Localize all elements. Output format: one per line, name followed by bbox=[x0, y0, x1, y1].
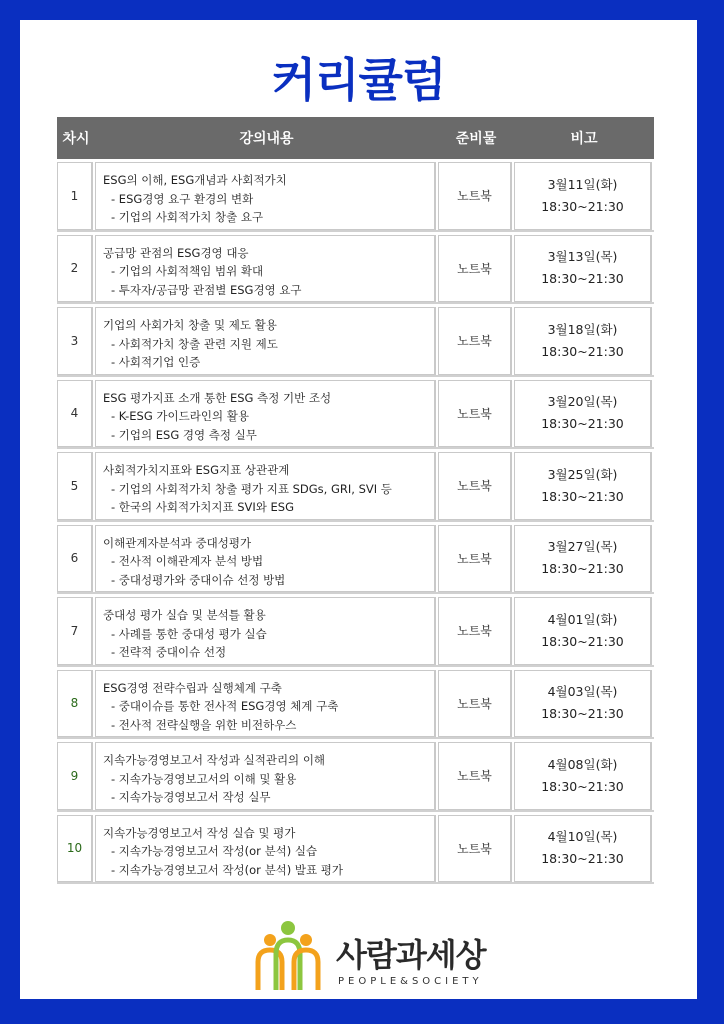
schedule-note bbox=[514, 380, 652, 448]
schedule-date: 3월25일(화) bbox=[547, 466, 618, 482]
lecture-subtopic: - 투자자/공급망 관점별 ESG경영 요구 bbox=[111, 282, 302, 297]
schedule-note bbox=[514, 670, 652, 738]
table-row bbox=[57, 304, 654, 377]
people-logo-icon bbox=[248, 918, 336, 998]
lecture-subtopic: - 한국의 사회적가치지표 SVI와 ESG bbox=[111, 500, 295, 514]
prep-item: 노트북 bbox=[438, 235, 512, 303]
schedule-note bbox=[514, 307, 652, 375]
schedule-note bbox=[514, 742, 652, 810]
schedule-note bbox=[514, 452, 652, 520]
schedule-date: 4월03일(목) bbox=[547, 684, 618, 700]
lecture-subtopic: - 기업의 사회적가치 창출 요구 bbox=[111, 210, 264, 224]
schedule-time: 18:30~21:30 bbox=[541, 778, 624, 794]
table-body bbox=[57, 159, 654, 884]
page-title: 커리큘럼 bbox=[271, 53, 446, 107]
lecture-content bbox=[95, 525, 436, 593]
curriculum-table bbox=[57, 117, 654, 884]
lecture-subtopic: - 사회적기업 인증 bbox=[111, 355, 201, 369]
schedule-note bbox=[514, 597, 652, 665]
lecture-main-topic: 공급망 관점의 ESG경영 대응 bbox=[103, 245, 249, 260]
lecture-content bbox=[95, 162, 436, 230]
table-row bbox=[57, 522, 654, 595]
lecture-content bbox=[95, 380, 436, 448]
table-row bbox=[57, 159, 654, 232]
lecture-content bbox=[95, 815, 436, 883]
prep-item: 노트북 bbox=[438, 162, 512, 230]
lecture-content bbox=[95, 235, 436, 303]
lecture-subtopic: - 지속가능경영보고서 작성 실무 bbox=[111, 790, 271, 804]
lecture-main-topic: ESG의 이해, ESG개념과 사회적가치 bbox=[103, 173, 287, 187]
lecture-subtopic: - 기업의 사회적책임 범위 확대 bbox=[111, 264, 264, 278]
table-row bbox=[57, 667, 654, 740]
schedule-time: 18:30~21:30 bbox=[541, 851, 624, 867]
session-number: 2 bbox=[57, 235, 93, 303]
session-number: 9 bbox=[57, 742, 93, 810]
schedule-date: 4월10일(목) bbox=[547, 829, 618, 845]
prep-item: 노트북 bbox=[438, 670, 512, 738]
prep-item: 노트북 bbox=[438, 307, 512, 375]
logo-subtitle: PEOPLE&SOCIETY bbox=[338, 976, 483, 987]
lecture-subtopic: - 중대성평가와 중대이슈 선정 방법 bbox=[111, 572, 286, 587]
lecture-subtopic: - 전사적 이해관계자 분석 방법 bbox=[111, 554, 264, 568]
lecture-content bbox=[95, 670, 436, 738]
schedule-time: 18:30~21:30 bbox=[541, 198, 624, 214]
table-row bbox=[57, 232, 654, 305]
prep-item: 노트북 bbox=[438, 815, 512, 883]
schedule-time: 18:30~21:30 bbox=[541, 416, 624, 432]
lecture-main-topic: 이해관계자분석과 중대성평가 bbox=[103, 535, 252, 550]
header-note: 비고 bbox=[570, 131, 598, 147]
lecture-content bbox=[95, 307, 436, 375]
schedule-note bbox=[514, 235, 652, 303]
schedule-date: 3월27일(목) bbox=[547, 539, 618, 555]
schedule-note bbox=[514, 525, 652, 593]
prep-item: 노트북 bbox=[438, 742, 512, 810]
lecture-content bbox=[95, 597, 436, 665]
session-number: 1 bbox=[57, 162, 93, 230]
schedule-date: 3월13일(목) bbox=[547, 249, 618, 265]
lecture-subtopic: - 사례를 통한 중대성 평가 실습 bbox=[111, 626, 267, 641]
lecture-main-topic: ESG경영 전략수립과 실행체계 구축 bbox=[103, 680, 282, 695]
schedule-date: 3월20일(목) bbox=[547, 394, 618, 410]
lecture-content bbox=[95, 452, 436, 520]
table-row bbox=[57, 377, 654, 450]
session-number: 6 bbox=[57, 525, 93, 593]
lecture-subtopic: - 지속가능경영보고서의 이해 및 활용 bbox=[111, 771, 297, 786]
schedule-note bbox=[514, 815, 652, 883]
schedule-time: 18:30~21:30 bbox=[541, 633, 624, 649]
table-row bbox=[57, 594, 654, 667]
schedule-date: 4월01일(화) bbox=[547, 611, 618, 627]
schedule-date: 4월08일(화) bbox=[547, 756, 618, 772]
lecture-subtopic: - ESG경영 요구 환경의 변화 bbox=[111, 191, 254, 206]
session-number: 4 bbox=[57, 380, 93, 448]
schedule-time: 18:30~21:30 bbox=[541, 488, 624, 504]
session-number: 5 bbox=[57, 452, 93, 520]
table-row bbox=[57, 449, 654, 522]
header-session: 차시 bbox=[62, 131, 90, 147]
lecture-main-topic: 지속가능경영보고서 작성 실습 및 평가 bbox=[103, 825, 296, 840]
lecture-main-topic: 기업의 사회가치 창출 및 제도 활용 bbox=[103, 318, 277, 332]
lecture-subtopic: - 기업의 사회적가치 창출 평가 지표 SDGs, GRI, SVI 등 bbox=[111, 481, 392, 496]
session-number: 8 bbox=[57, 670, 93, 738]
session-number: 3 bbox=[57, 307, 93, 375]
schedule-time: 18:30~21:30 bbox=[541, 706, 624, 722]
schedule-time: 18:30~21:30 bbox=[541, 561, 624, 577]
lecture-subtopic: - 전략적 중대이슈 선정 bbox=[111, 645, 227, 659]
lecture-subtopic: - 중대이슈를 통한 전사적 ESG경영 체계 구축 bbox=[111, 699, 339, 713]
table-row bbox=[57, 812, 654, 885]
table-row bbox=[57, 739, 654, 812]
lecture-subtopic: - 전사적 전략실행을 위한 비전하우스 bbox=[111, 717, 297, 732]
schedule-date: 3월11일(화) bbox=[547, 176, 618, 192]
table-header bbox=[57, 117, 654, 159]
prep-item: 노트북 bbox=[438, 380, 512, 448]
lecture-subtopic: - K-ESG 가이드라인의 활용 bbox=[111, 409, 249, 423]
prep-item: 노트북 bbox=[438, 452, 512, 520]
lecture-main-topic: 중대성 평가 실습 및 분석틀 활용 bbox=[103, 608, 266, 622]
lecture-subtopic: - 지속가능경영보고서 작성(or 분석) 발표 평가 bbox=[111, 862, 344, 877]
header-content: 강의내용 bbox=[239, 131, 294, 147]
page bbox=[20, 20, 697, 999]
lecture-main-topic: 사회적가치지표와 ESG지표 상관관계 bbox=[103, 463, 290, 477]
lecture-main-topic: 지속가능경영보고서 작성과 실적관리의 이해 bbox=[103, 753, 326, 767]
schedule-time: 18:30~21:30 bbox=[541, 343, 624, 359]
lecture-subtopic: - 기업의 ESG 경영 측정 실무 bbox=[111, 427, 257, 442]
lecture-main-topic: ESG 평가지표 소개 통한 ESG 측정 기반 조성 bbox=[103, 390, 332, 405]
lecture-content bbox=[95, 742, 436, 810]
session-number: 10 bbox=[57, 815, 93, 883]
logo bbox=[248, 918, 508, 998]
header-prep: 준비물 bbox=[455, 131, 497, 147]
prep-item: 노트북 bbox=[438, 597, 512, 665]
lecture-subtopic: - 지속가능경영보고서 작성(or 분석) 실습 bbox=[111, 844, 318, 858]
schedule-time: 18:30~21:30 bbox=[541, 271, 624, 287]
prep-item: 노트북 bbox=[438, 525, 512, 593]
lecture-subtopic: - 사회적가치 창출 관련 지원 제도 bbox=[111, 336, 278, 351]
schedule-note bbox=[514, 162, 652, 230]
schedule-date: 3월18일(화) bbox=[547, 321, 618, 337]
session-number: 7 bbox=[57, 597, 93, 665]
logo-name: 사람과세상 bbox=[336, 936, 486, 974]
